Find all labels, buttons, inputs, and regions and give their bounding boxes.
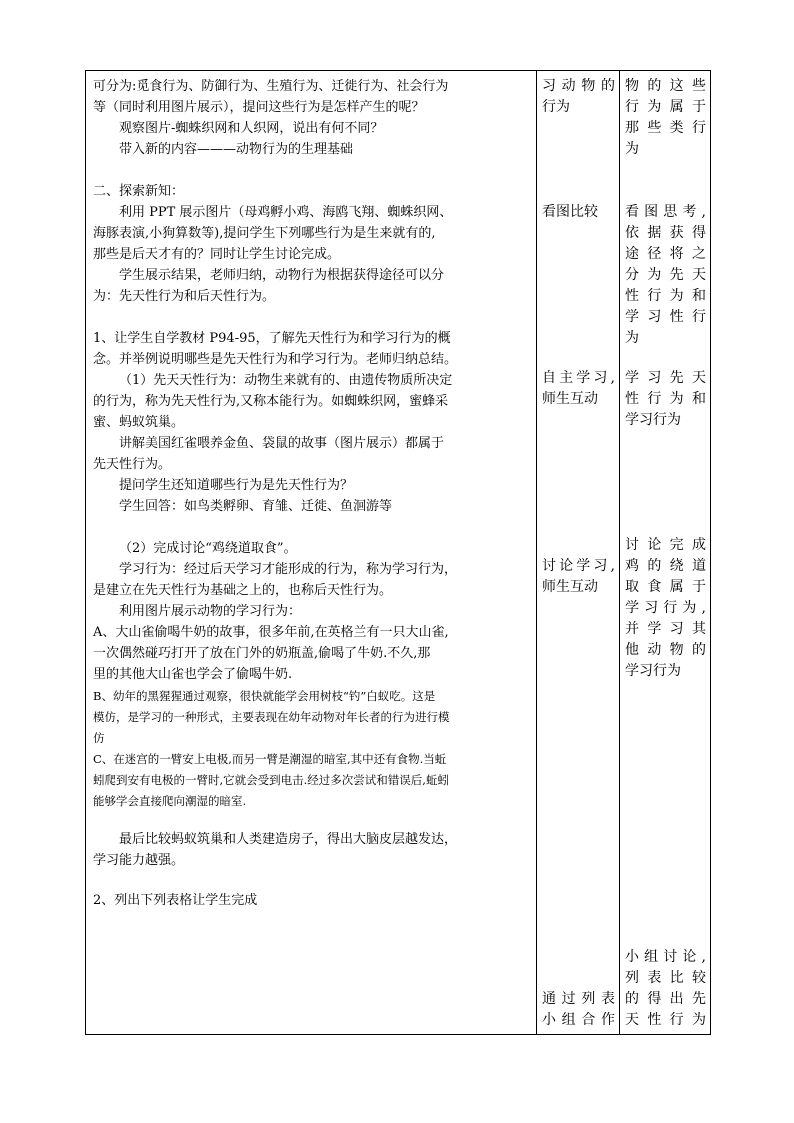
- text-line: 2、列出下列表格让学生完成: [93, 893, 258, 908]
- text-line: 学习能力越强。: [93, 853, 185, 868]
- text-line: 最后比较蚂蚁筑巢和人类建造房子，得出大脑皮层越发达，: [119, 832, 458, 847]
- text-line: 等（同时利用图片展示），提问这些行为是怎样产生的呢？: [93, 100, 425, 115]
- text-line: 能够学会直接爬向潮湿的暗室.: [93, 794, 247, 808]
- text-line: 念。并举例说明哪些是先天性行为和学习行为。老师归纳总结。: [93, 352, 458, 367]
- content-column: [86, 71, 537, 1035]
- activity-block: 自主学习, 师生互动: [542, 370, 615, 407]
- text-line: 1、让学生自学教材 P94-95，了解先天性行为和学习行为的概: [93, 331, 451, 346]
- text-line: （1）先天天性行为：动物生来就有的、由遗传物质所决定: [119, 373, 453, 388]
- student-activity-column: [620, 71, 711, 1035]
- lesson-table: [85, 70, 711, 1035]
- text-line: 学生回答：如鸟类孵卵、育雏、迁徙、鱼洄游等: [119, 499, 393, 514]
- text-line: 里的其他大山雀也学会了偷喝牛奶.: [93, 667, 293, 682]
- text-line: A、大山雀偷喝牛奶的故事，很多年前,在英格兰有一只大山雀,: [93, 625, 449, 640]
- text-line: 利用图片展示动物的学习行为：: [119, 604, 302, 619]
- table-row: [86, 71, 711, 1035]
- activity-block: 看图思考, 依据获得 途径将之 分为先天 性行为和 学习性行 为: [625, 204, 706, 346]
- activity-block: 讨论完成 鸡的绕道 取食属于 学习行为, 并学习其 他动物的 学习行为: [625, 537, 706, 679]
- text-line: 讲解美国红雀喂养金鱼、袋鼠的故事（图片展示）都属于: [119, 436, 445, 451]
- text-line: 观察图片-蜘蛛织网和人织网，说出有何不同？: [119, 121, 384, 136]
- text-line: 提问学生还知道哪些行为是先天性行为？: [119, 478, 354, 493]
- activity-block: 看图比较: [542, 204, 598, 220]
- text-line: 一次偶然碰巧打开了放在门外的奶瓶盖,偷喝了牛奶.不久,那: [93, 646, 431, 661]
- text-line: 可分为:觅食行为、防御行为、生殖行为、迁徙行为、社会行为: [93, 79, 449, 94]
- text-line: 蚓爬到安有电极的一臂时,它就会受到电击.经过多次尝试和错误后,蚯蚓: [93, 773, 449, 787]
- text-line: 仿: [93, 731, 105, 745]
- section-heading: 二、探索新知：: [93, 184, 185, 199]
- activity-block: 学习先天 性行为和 学习行为: [625, 370, 706, 428]
- teacher-activity-column: [537, 71, 620, 1035]
- activity-block: 讨论学习, 师生互动: [542, 558, 615, 595]
- text-line: 是建立在先天性行为基础之上的，也称后天性行为。: [93, 583, 393, 598]
- text-line: 为：先天性行为和后天性行为。: [93, 289, 276, 304]
- activity-block: 通过列表 小组合作: [542, 991, 615, 1028]
- text-line: 利用 PPT 展示图片（母鸡孵小鸡、海鸥飞翔、蜘蛛织网、: [119, 205, 453, 220]
- text-line: 那些是后天才有的？同时让学生讨论完成。: [93, 247, 341, 262]
- text-line: 的行为，称为先天性行为,又称本能行为。如蜘蛛织网，蜜蜂采: [93, 394, 449, 409]
- text-line: 带入新的内容———动物行为的生理基础: [119, 142, 354, 157]
- text-line: 先天性行为。: [93, 457, 172, 472]
- activity-block: 物的这些 行为属于 那些类行 为: [625, 78, 706, 157]
- text-line: 海豚表演,小狗算数等),提问学生下列哪些行为是生来就有的,: [93, 226, 436, 241]
- activity-block: 习动物的 行为: [542, 78, 615, 115]
- text-line: 学生展示结果，老师归纳，动物行为根据获得途径可以分: [119, 268, 445, 283]
- text-line: C、在迷宫的一臂安上电极,而另一臂是潮湿的暗室,其中还有食物.当蚯: [93, 752, 447, 766]
- text-line: 模仿，是学习的一种形式，主要表现在幼年动物对年长者的行为进行模: [93, 710, 450, 724]
- text-line: B、幼年的黑猩猩通过观察，很快就能学会用树枝“钓”白蚁吃。这是: [93, 689, 436, 703]
- text-line: （2）完成讨论“鸡绕道取食”。: [119, 541, 297, 556]
- text-line: 学习行为：经过后天学习才能形成的行为，称为学习行为，: [119, 562, 458, 577]
- activity-block: 小组讨论, 列表比较 的得出先 天性行为: [625, 949, 706, 1028]
- text-line: 蜜、蚂蚁筑巢。: [93, 415, 185, 430]
